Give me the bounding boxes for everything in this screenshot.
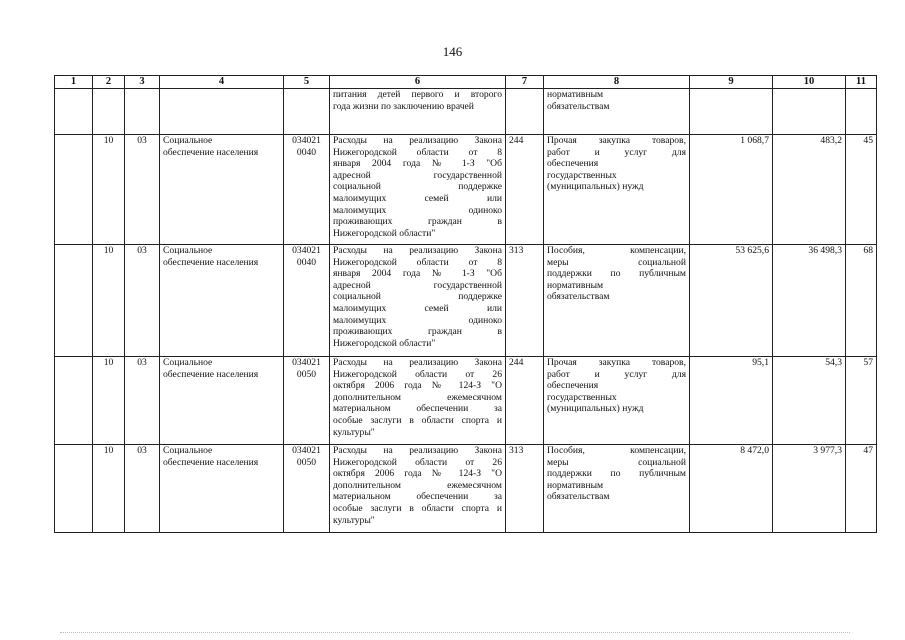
expense-type [544, 357, 690, 445]
text-line: обеспечение населения [163, 146, 259, 158]
section-code: 10 [93, 135, 125, 245]
execution-percent: 57 [846, 357, 877, 445]
text-line: проживающих граждан в [333, 216, 502, 228]
text-line: года жизни по заключению врачей [333, 100, 474, 112]
text-line: октября 2006 года № 124-З "О [333, 380, 502, 392]
expense-description [330, 135, 506, 245]
text-line: дополнительном ежемесячном [333, 391, 502, 403]
expense-description [330, 245, 506, 357]
text-line: Социальное [163, 445, 213, 456]
table-row [55, 445, 877, 533]
empty-cell [125, 89, 160, 135]
expense-type-code: 313 [506, 445, 544, 533]
text-line: нормативным [547, 279, 604, 291]
text-line: Социальное [163, 245, 213, 256]
text-line: меры социальной [547, 456, 686, 468]
expense-type [544, 135, 690, 245]
text-line: 034021 [292, 245, 321, 256]
table-row [55, 135, 877, 245]
executed-amount: 36 498,3 [773, 245, 846, 357]
text-line: адресной государственной [333, 279, 502, 291]
text-line: 034021 [292, 135, 321, 146]
text-line: обязательствам [547, 491, 610, 503]
empty-cell [55, 89, 93, 135]
category-name [160, 135, 284, 245]
column-header-4: 4 [160, 76, 284, 89]
text-line: января 2004 года № 1-З "Об [333, 158, 502, 170]
empty-cell [93, 89, 125, 135]
section-code: 10 [93, 245, 125, 357]
text-line: обеспечение населения [163, 456, 259, 468]
target-article-code [284, 357, 330, 445]
empty-cell [690, 89, 773, 135]
text-line: Расходы на реализацию Закона [333, 445, 502, 456]
text-line: 0040 [296, 256, 317, 268]
text-line: января 2004 года № 1-З "Об [333, 268, 502, 280]
text-line: обязательствам [547, 291, 610, 303]
expense-description [330, 445, 506, 533]
text-line: работ и услуг для [547, 368, 686, 380]
text-line: особые заслуги в области спорта и [333, 414, 502, 426]
category-name [160, 445, 284, 533]
subsection-code: 03 [125, 245, 160, 357]
row-index-cell [55, 135, 93, 245]
target-article-code [284, 135, 330, 245]
text-line: социальной поддержке [333, 181, 502, 193]
text-line: социальной поддержке [333, 291, 502, 303]
text-line: малоимущих семей или [333, 192, 502, 204]
section-code: 10 [93, 445, 125, 533]
text-line: 0050 [296, 456, 317, 468]
text-line: нормативным [547, 479, 604, 491]
execution-percent: 45 [846, 135, 877, 245]
empty-cell [284, 89, 330, 135]
row-index-cell [55, 445, 93, 533]
continuation-row [55, 89, 877, 135]
subsection-code: 03 [125, 445, 160, 533]
empty-cell [160, 89, 284, 135]
section-code: 10 [93, 357, 125, 445]
expense-description [330, 89, 506, 135]
text-line: Нижегородской области" [333, 227, 436, 239]
text-line: материальном обеспечении за [333, 491, 502, 503]
table-body [55, 89, 877, 533]
text-line: Нижегородской области от 26 [333, 456, 502, 468]
text-line: поддержки по публичным [547, 268, 686, 280]
column-header-1: 1 [55, 76, 93, 89]
text-line: Пособия, компенсации, [547, 245, 686, 256]
text-line: Пособия, компенсации, [547, 445, 686, 456]
execution-percent: 68 [846, 245, 877, 357]
text-line: адресной государственной [333, 169, 502, 181]
text-line: особые заслуги в области спорта и [333, 502, 502, 514]
expense-type-code: 244 [506, 135, 544, 245]
column-header-10: 10 [773, 76, 846, 89]
column-header-8: 8 [544, 76, 690, 89]
expense-type-code: 244 [506, 357, 544, 445]
text-line: 034021 [292, 357, 321, 368]
text-line: поддержки по публичным [547, 468, 686, 480]
text-line: дополнительном ежемесячном [333, 479, 502, 491]
text-line: культуры" [333, 426, 375, 438]
empty-cell [846, 89, 877, 135]
planned-amount: 53 625,6 [690, 245, 773, 357]
text-line: государственных [547, 391, 617, 403]
text-line: обеспечения [547, 380, 599, 392]
text-line: питания детей первого и второго [333, 89, 502, 100]
text-line: Расходы на реализацию Закона [333, 357, 502, 368]
scan-artifact-line [60, 632, 850, 634]
empty-cell [773, 89, 846, 135]
empty-cell [506, 89, 544, 135]
text-line: 0050 [296, 368, 317, 380]
category-name [160, 245, 284, 357]
planned-amount: 1 068,7 [690, 135, 773, 245]
column-number-header [55, 76, 877, 89]
text-line: нормативным [547, 89, 604, 100]
text-line: Нижегородской области от 26 [333, 368, 502, 380]
text-line: Прочая закупка товаров, [547, 357, 686, 368]
table-row [55, 357, 877, 445]
text-line: Социальное [163, 357, 213, 368]
target-article-code [284, 445, 330, 533]
row-index-cell [55, 245, 93, 357]
budget-table [54, 75, 877, 533]
column-header-2: 2 [93, 76, 125, 89]
execution-percent: 47 [846, 445, 877, 533]
text-line: 0040 [296, 146, 317, 158]
text-line: обязательствам [547, 100, 610, 112]
planned-amount: 95,1 [690, 357, 773, 445]
category-name [160, 357, 284, 445]
text-line: октября 2006 года № 124-З "О [333, 468, 502, 480]
expense-type-code: 313 [506, 245, 544, 357]
column-header-3: 3 [125, 76, 160, 89]
text-line: 034021 [292, 445, 321, 456]
text-line: государственных [547, 169, 617, 181]
subsection-code: 03 [125, 135, 160, 245]
text-line: Социальное [163, 135, 213, 146]
planned-amount: 8 472,0 [690, 445, 773, 533]
executed-amount: 3 977,3 [773, 445, 846, 533]
text-line: обеспечение населения [163, 256, 259, 268]
text-line: Расходы на реализацию Закона [333, 135, 502, 146]
row-index-cell [55, 357, 93, 445]
subsection-code: 03 [125, 357, 160, 445]
text-line: меры социальной [547, 256, 686, 268]
text-line: проживающих граждан в [333, 326, 502, 338]
expense-type [544, 445, 690, 533]
column-header-7: 7 [506, 76, 544, 89]
column-header-5: 5 [284, 76, 330, 89]
text-line: (муниципальных) нужд [547, 403, 644, 415]
text-line: Нижегородской области от 8 [333, 146, 502, 158]
column-header-6: 6 [330, 76, 506, 89]
text-line: (муниципальных) нужд [547, 181, 644, 193]
column-header-11: 11 [846, 76, 877, 89]
text-line: малоимущих семей или [333, 302, 502, 314]
expense-type [544, 89, 690, 135]
executed-amount: 483,2 [773, 135, 846, 245]
text-line: материальном обеспечении за [333, 403, 502, 415]
page-number: 146 [442, 44, 463, 59]
expense-description [330, 357, 506, 445]
text-line: Расходы на реализацию Закона [333, 245, 502, 256]
expense-type [544, 245, 690, 357]
text-line: малоимущих одиноко [333, 204, 502, 216]
text-line: культуры" [333, 514, 375, 526]
table-row [55, 245, 877, 357]
text-line: Прочая закупка товаров, [547, 135, 686, 146]
text-line: работ и услуг для [547, 146, 686, 158]
executed-amount: 54,3 [773, 357, 846, 445]
text-line: Нижегородской области от 8 [333, 256, 502, 268]
text-line: Нижегородской области" [333, 337, 436, 349]
text-line: малоимущих одиноко [333, 314, 502, 326]
target-article-code [284, 245, 330, 357]
text-line: обеспечения [547, 158, 599, 170]
text-line: обеспечение населения [163, 368, 259, 380]
column-header-9: 9 [690, 76, 773, 89]
